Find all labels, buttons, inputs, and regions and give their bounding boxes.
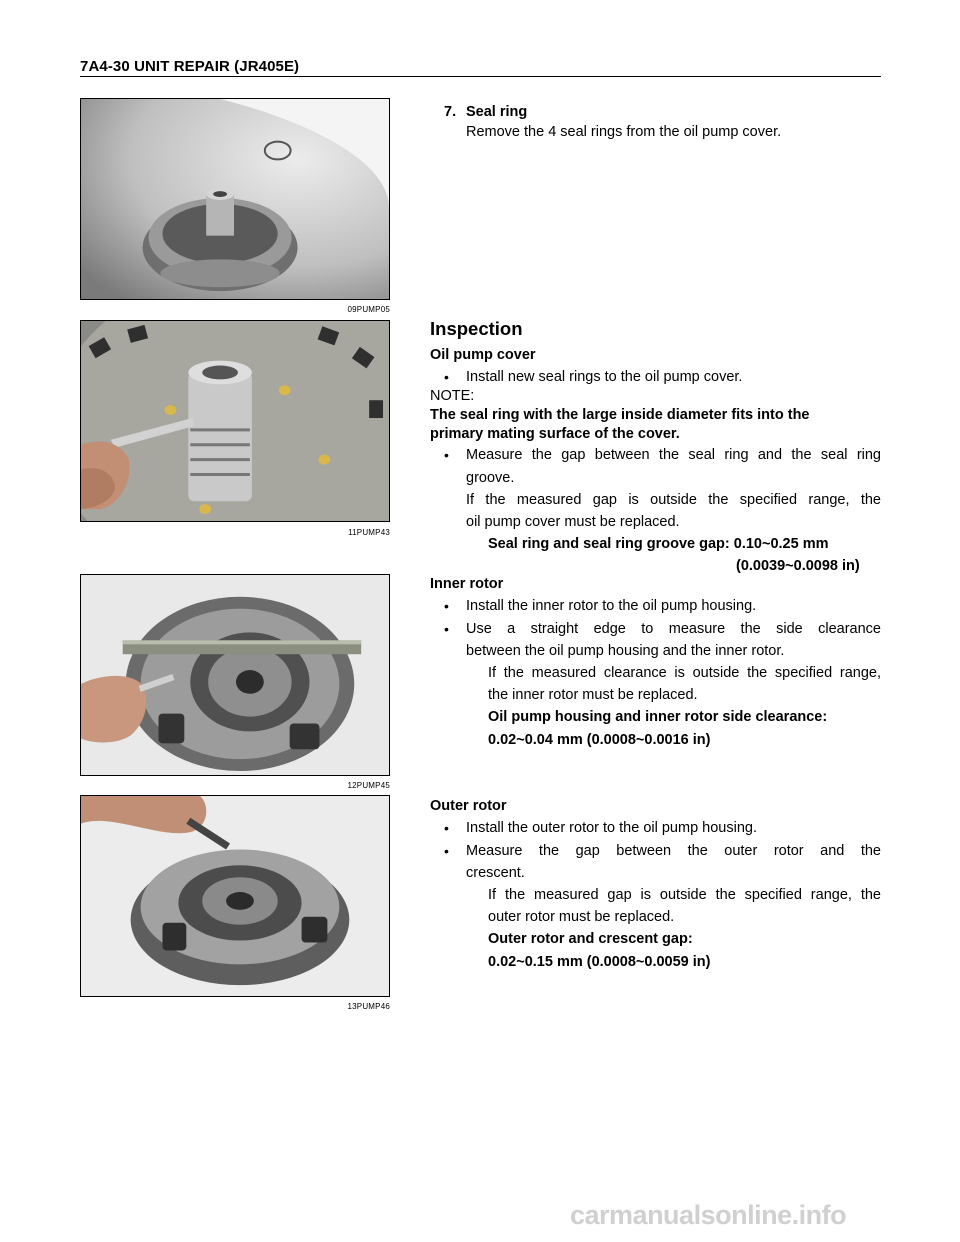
bullet-text: Install the outer rotor to the oil pump housing. — [466, 820, 757, 836]
paragraph: outer rotor must be replaced. — [488, 909, 675, 925]
paragraph: oil pump cover must be replaced. — [466, 514, 680, 530]
bullet-text: Measure the gap between the seal ring and the seal ring — [466, 447, 881, 463]
bullet: • — [444, 369, 449, 385]
bullet-text: between the oil pump housing and the inner rotor. — [466, 643, 785, 659]
page-header: 7A4-30 UNIT REPAIR (JR405E) — [80, 58, 300, 75]
photo-caption: 12PUMP45 — [347, 781, 390, 790]
photo-seal-ring-gap — [80, 320, 390, 522]
note-label: NOTE: — [430, 388, 475, 404]
subsection-heading: Outer rotor — [430, 798, 507, 814]
spec: 0.02~0.04 mm (0.0008~0.0016 in) — [488, 732, 711, 748]
note-text: primary mating surface of the cover. — [430, 426, 680, 442]
paragraph: If the measured gap is outside the specified range, the — [488, 887, 881, 903]
bullet-text: Install the inner rotor to the oil pump housing. — [466, 598, 757, 614]
bullet-text: groove. — [466, 470, 515, 486]
bullet-text: Install new seal rings to the oil pump cover. — [466, 369, 743, 385]
step-text: Remove the 4 seal rings from the oil pump cover. — [466, 124, 782, 140]
bullet: • — [444, 621, 449, 637]
photo-caption: 09PUMP05 — [347, 305, 390, 314]
bullet: • — [444, 447, 449, 463]
subsection-heading: Oil pump cover — [430, 347, 536, 363]
paragraph: the inner rotor must be replaced. — [488, 687, 698, 703]
section-title: Inspection — [430, 318, 523, 339]
step-heading: Seal ring — [466, 104, 528, 120]
spec: Oil pump housing and inner rotor side clearance: — [488, 709, 828, 725]
bullet-text: Use a straight edge to measure the side clearance — [466, 621, 881, 637]
bullet-text: crescent. — [466, 865, 525, 881]
step-number: 7. — [444, 104, 457, 120]
bullet: • — [444, 598, 449, 614]
photo-outer-rotor-gap — [80, 795, 390, 997]
paragraph: If the measured clearance is outside the specified range, — [488, 665, 881, 681]
spec: Outer rotor and crescent gap: — [488, 931, 693, 947]
bullet: • — [444, 843, 449, 859]
spec: Seal ring and seal ring groove gap: 0.10~0.25 mm — [488, 536, 829, 552]
photo-inner-rotor-clearance — [80, 574, 390, 776]
photo-seal-ring-removal — [80, 98, 390, 300]
photo-caption: 13PUMP46 — [347, 1002, 390, 1011]
paragraph: If the measured gap is outside the specified range, the — [466, 492, 881, 508]
subsection-heading: Inner rotor — [430, 576, 504, 592]
note-text: The seal ring with the large inside diameter fits into the — [430, 407, 810, 423]
photo-caption: 11PUMP43 — [348, 528, 390, 537]
spec: 0.02~0.15 mm (0.0008~0.0059 in) — [488, 954, 711, 970]
header-rule — [80, 76, 881, 77]
bullet-text: Measure the gap between the outer rotor and the — [466, 843, 881, 859]
bullet: • — [444, 820, 449, 836]
watermark: carmanualsonline.info — [570, 1200, 847, 1230]
spec: (0.0039~0.0098 in) — [736, 558, 860, 574]
